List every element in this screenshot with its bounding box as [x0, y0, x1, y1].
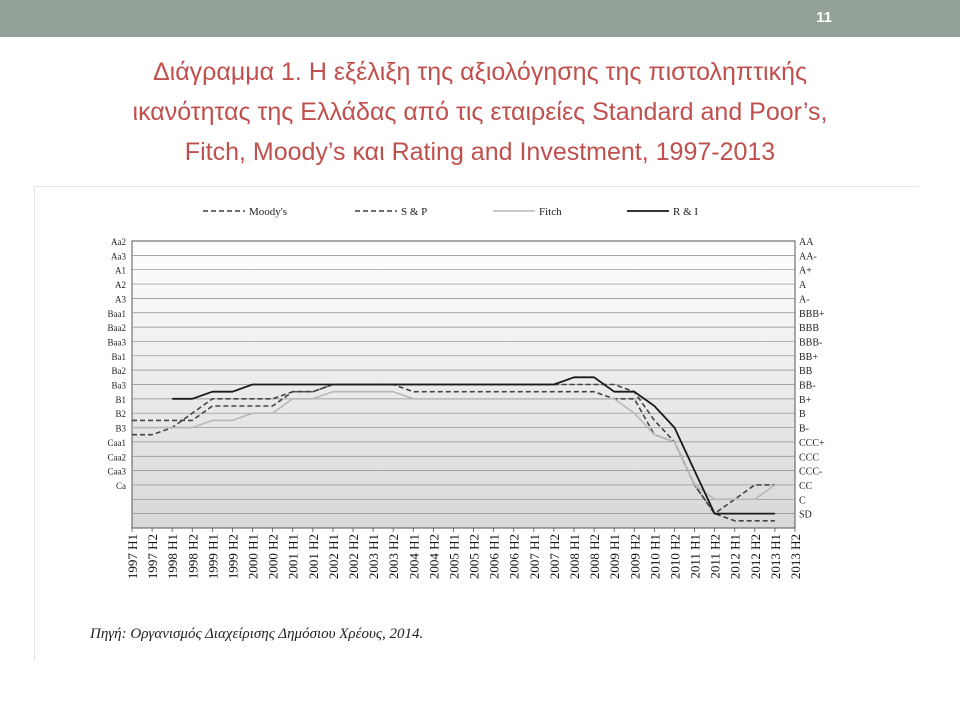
x-tick-label: 2006 H1 — [486, 534, 502, 580]
x-tick-label: 1997 H2 — [145, 534, 161, 580]
right-tick-label: AA — [799, 237, 814, 248]
chart-source-note: Πηγή: Οργανισμός Διαχείρισης Δημόσιου Χρέους, 2014. — [90, 626, 424, 642]
right-tick-label: BB- — [799, 380, 816, 392]
right-tick-label: C — [799, 495, 806, 507]
left-tick-label: A1 — [115, 265, 126, 276]
x-tick-label: 2002 H2 — [346, 534, 361, 580]
x-tick-label: 2013 H2 — [788, 534, 803, 580]
right-tick-label: AA- — [799, 251, 817, 263]
left-tick-label: Caa1 — [107, 437, 126, 448]
left-tick-label: Ba2 — [111, 366, 126, 377]
x-tick-label: 2003 H1 — [366, 534, 382, 580]
x-tick-label: 2008 H1 — [567, 534, 582, 580]
x-tick-label: 2004 H1 — [406, 534, 422, 580]
x-tick-label: 2000 H2 — [265, 534, 281, 580]
x-tick-label: 1999 H2 — [225, 534, 241, 580]
left-tick-label: A2 — [115, 280, 126, 291]
slide-title — [40, 52, 920, 172]
x-tick-label: 2010 H2 — [667, 534, 683, 580]
x-tick-label: 1999 H1 — [205, 534, 221, 580]
x-tick-label: 2005 H2 — [466, 534, 482, 580]
x-tick-label: 2012 H2 — [747, 534, 763, 580]
x-tick-label: 1998 H1 — [165, 534, 181, 580]
x-tick-label: 1997 H1 — [125, 534, 140, 580]
x-tick-label: 2010 H1 — [647, 534, 663, 580]
right-tick-label: CCC- — [799, 466, 823, 478]
right-axis-ticks — [799, 237, 825, 521]
right-tick-label: A- — [799, 294, 810, 306]
x-tick-label: 2008 H2 — [587, 534, 603, 580]
left-tick-label: Baa2 — [107, 323, 126, 334]
right-tick-label: CC — [799, 480, 813, 492]
x-tick-label: 2004 H2 — [426, 534, 442, 580]
slide-title-line-3: Fitch, Moody’s και Rating and Investment, 1997-2013 — [184, 138, 776, 166]
left-tick-label: B2 — [115, 409, 126, 420]
x-axis-ticks — [125, 528, 803, 579]
chart-legend — [203, 206, 698, 218]
x-tick-label: 2005 H1 — [446, 534, 462, 580]
x-tick-label: 2011 H2 — [707, 534, 723, 579]
legend-label: S & P — [401, 206, 428, 218]
right-tick-label: CCC+ — [799, 437, 825, 449]
slide-number: 11 — [816, 9, 832, 26]
left-tick-label: Caa3 — [107, 466, 126, 477]
x-tick-label: 2006 H2 — [506, 534, 522, 580]
right-tick-label: BBB- — [799, 337, 823, 349]
slide-header-bar — [0, 0, 960, 37]
x-tick-label: 2000 H1 — [245, 534, 261, 580]
right-tick-label: B- — [799, 423, 809, 435]
legend-label: R & I — [673, 206, 699, 218]
x-tick-label: 2012 H1 — [727, 534, 743, 580]
left-tick-label: Aa3 — [111, 251, 126, 262]
right-tick-label: BBB+ — [799, 308, 825, 320]
left-tick-label: Caa2 — [107, 452, 126, 463]
right-tick-label: CCC — [799, 452, 820, 464]
right-tick-label: SD — [799, 509, 812, 521]
x-tick-label: 2007 H2 — [546, 534, 562, 580]
left-tick-label: Baa3 — [107, 337, 126, 348]
x-tick-label: 2013 H1 — [767, 534, 783, 580]
left-tick-label: Ba1 — [111, 351, 126, 362]
left-tick-label: Baa1 — [107, 308, 126, 319]
left-axis-ticks — [108, 237, 127, 491]
right-tick-label: A — [799, 280, 807, 292]
x-tick-label: 2009 H2 — [627, 534, 643, 580]
left-tick-label: Aa2 — [111, 237, 126, 247]
x-tick-label: 2011 H1 — [687, 534, 703, 579]
right-tick-label: BB+ — [799, 351, 818, 363]
slide-title-line-1: Διάγραμμα 1. Η εξέλιξη της αξιολόγησης της πιστοληπτικής — [152, 58, 808, 86]
right-tick-label: BB — [799, 366, 813, 378]
x-tick-label: 2009 H1 — [607, 534, 623, 580]
right-tick-label: BBB — [799, 323, 820, 335]
left-tick-label: B3 — [115, 423, 126, 434]
right-tick-label: B — [799, 409, 806, 421]
left-tick-label: B1 — [115, 394, 126, 405]
slide-title-line-2: ικανότητας της Ελλάδας από τις εταιρείες Standard and Poor’s, — [132, 98, 828, 126]
legend-label: Moody's — [249, 206, 288, 218]
x-tick-label: 2001 H1 — [285, 534, 301, 580]
left-tick-label: Ca — [116, 480, 126, 491]
x-tick-label: 2003 H2 — [386, 534, 402, 580]
legend-label: Fitch — [539, 206, 562, 218]
left-tick-label: Ba3 — [111, 380, 126, 391]
chart-frame — [34, 186, 919, 661]
x-tick-label: 1998 H2 — [185, 534, 201, 580]
left-tick-label: A3 — [115, 294, 126, 305]
x-tick-label: 2001 H2 — [305, 534, 321, 580]
right-tick-label: A+ — [799, 265, 812, 277]
x-tick-label: 2007 H1 — [526, 534, 542, 580]
right-tick-label: B+ — [799, 394, 812, 406]
rating-chart — [35, 187, 919, 661]
x-tick-label: 2002 H1 — [325, 534, 341, 580]
